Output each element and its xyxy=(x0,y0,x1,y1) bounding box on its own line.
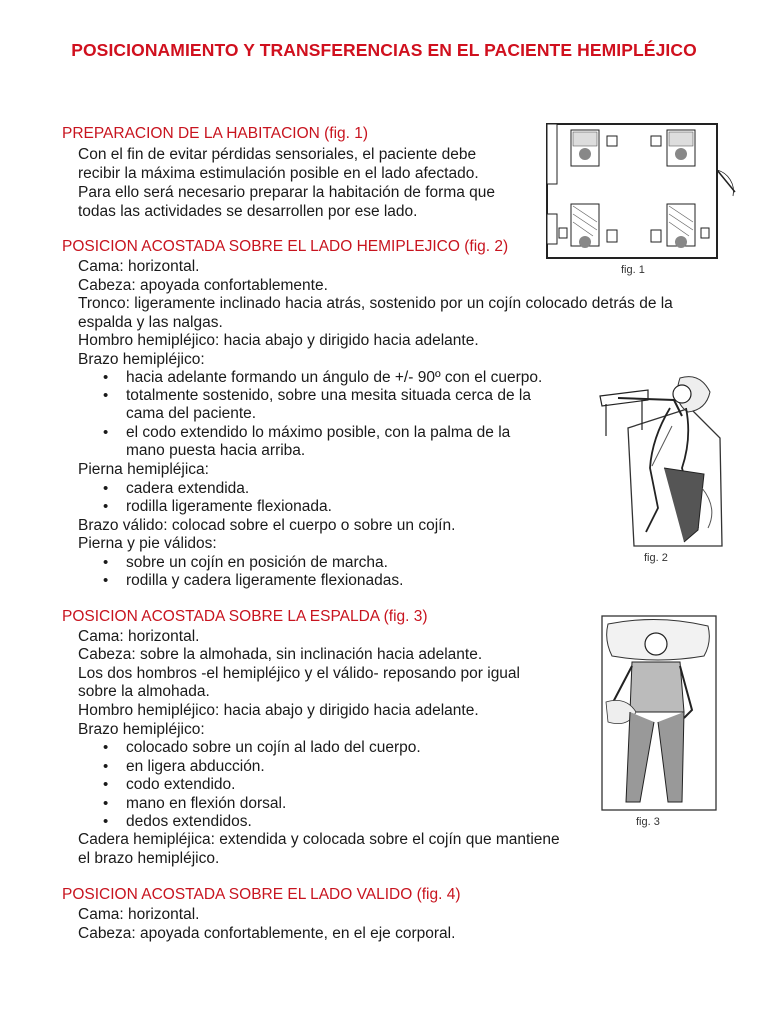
text-line: Cabeza: sobre la almohada, sin inclinación hacia adelante. xyxy=(78,646,483,663)
text-line: Cama: horizontal. xyxy=(78,906,200,923)
bullet-glyph: • xyxy=(103,498,109,515)
bullet-item: sobre un cojín en posición de marcha. xyxy=(126,554,388,571)
text-line: Cabeza: apoyada confortablemente, en el eje corporal. xyxy=(78,925,456,942)
bullet-item-continuation: cama del paciente. xyxy=(126,405,257,422)
figure-caption: fig. 1 xyxy=(621,264,645,276)
bullet-item: en ligera abducción. xyxy=(126,758,265,775)
text-line: Cabeza: apoyada confortablemente. xyxy=(78,277,328,294)
patient-supine-drawing xyxy=(596,612,722,812)
bullet-item: rodilla ligeramente flexionada. xyxy=(126,498,332,515)
bullet-glyph: • xyxy=(103,739,109,756)
bullet-glyph: • xyxy=(103,480,109,497)
text-line: Brazo hemipléjico: xyxy=(78,351,205,368)
text-line: sobre la almohada. xyxy=(78,683,210,700)
bullet-glyph: • xyxy=(103,776,109,793)
text-line: Brazo válido: colocad sobre el cuerpo o sobre un cojín. xyxy=(78,517,456,534)
figure-supine xyxy=(596,612,722,828)
figure-room-plan xyxy=(545,122,741,276)
text-line: Cadera hemipléjica: extendida y colocada sobre el cojín que mantiene xyxy=(78,831,560,848)
text-line: Hombro hemipléjico: hacia abajo y dirigido hacia adelante. xyxy=(78,702,479,719)
section-heading-valid-side: POSICION ACOSTADA SOBRE EL LADO VALIDO (fig. 4) xyxy=(62,886,461,903)
patient-side-lying-drawing xyxy=(590,368,730,548)
text-line: Los dos hombros -el hemipléjico y el válido- reposando por igual xyxy=(78,665,520,682)
bullet-glyph: • xyxy=(103,369,109,386)
figure-lying-hemiplegic-side xyxy=(590,368,730,564)
section-heading-supine: POSICION ACOSTADA SOBRE LA ESPALDA (fig. 3) xyxy=(62,608,428,625)
section-heading-hemiplegic-side: POSICION ACOSTADA SOBRE EL LADO HEMIPLEJICO (fig. 2) xyxy=(62,238,509,255)
bullet-item: rodilla y cadera ligeramente flexionadas. xyxy=(126,572,404,589)
bullet-item-continuation: mano puesta hacia arriba. xyxy=(126,442,306,459)
figure-caption: fig. 2 xyxy=(644,552,668,564)
bullet-glyph: • xyxy=(103,424,109,441)
text-line: Con el fin de evitar pérdidas sensoriales, el paciente debe xyxy=(78,146,477,163)
bullet-glyph: • xyxy=(103,572,109,589)
text-line: Pierna hemipléjica: xyxy=(78,461,209,478)
text-line: recibir la máxima estimulación posible en el lado afectado. xyxy=(78,165,479,182)
page-title: POSICIONAMIENTO Y TRANSFERENCIAS EN EL PACIENTE HEMIPLÉJICO xyxy=(71,40,697,60)
bullet-item: codo extendido. xyxy=(126,776,236,793)
bullet-item: cadera extendida. xyxy=(126,480,250,497)
text-line: Para ello será necesario preparar la habitación de forma que xyxy=(78,184,496,201)
text-line: Hombro hemipléjico: hacia abajo y dirigido hacia adelante. xyxy=(78,332,479,349)
bullet-glyph: • xyxy=(103,813,109,830)
section-heading-room-preparation: PREPARACION DE LA HABITACION (fig. 1) xyxy=(62,125,369,142)
text-line: Tronco: ligeramente inclinado hacia atrás, sostenido por un cojín colocado detrás de la xyxy=(78,295,673,312)
bullet-item: mano en flexión dorsal. xyxy=(126,795,287,812)
figure-caption: fig. 3 xyxy=(636,816,660,828)
bullet-item: colocado sobre un cojín al lado del cuerpo. xyxy=(126,739,421,756)
bullet-glyph: • xyxy=(103,387,109,404)
text-line: Brazo hemipléjico: xyxy=(78,721,205,738)
bullet-glyph: • xyxy=(103,758,109,775)
bullet-glyph: • xyxy=(103,795,109,812)
bullet-item: el codo extendido lo máximo posible, con la palma de la xyxy=(126,424,511,441)
text-line: espalda y las nalgas. xyxy=(78,314,223,331)
text-line: Pierna y pie válidos: xyxy=(78,535,217,552)
text-line: Cama: horizontal. xyxy=(78,258,200,275)
bullet-item: totalmente sostenido, sobre una mesita situada cerca de la xyxy=(126,387,531,404)
bullet-glyph: • xyxy=(103,554,109,571)
text-line: el brazo hemipléjico. xyxy=(78,850,220,867)
bullet-item: hacia adelante formando un ángulo de +/- 90º con el cuerpo. xyxy=(126,369,543,386)
text-line: Cama: horizontal. xyxy=(78,628,200,645)
bullet-item: dedos extendidos. xyxy=(126,813,252,830)
text-line: todas las actividades se desarrollen por ese lado. xyxy=(78,203,418,220)
room-plan-drawing xyxy=(545,122,741,266)
